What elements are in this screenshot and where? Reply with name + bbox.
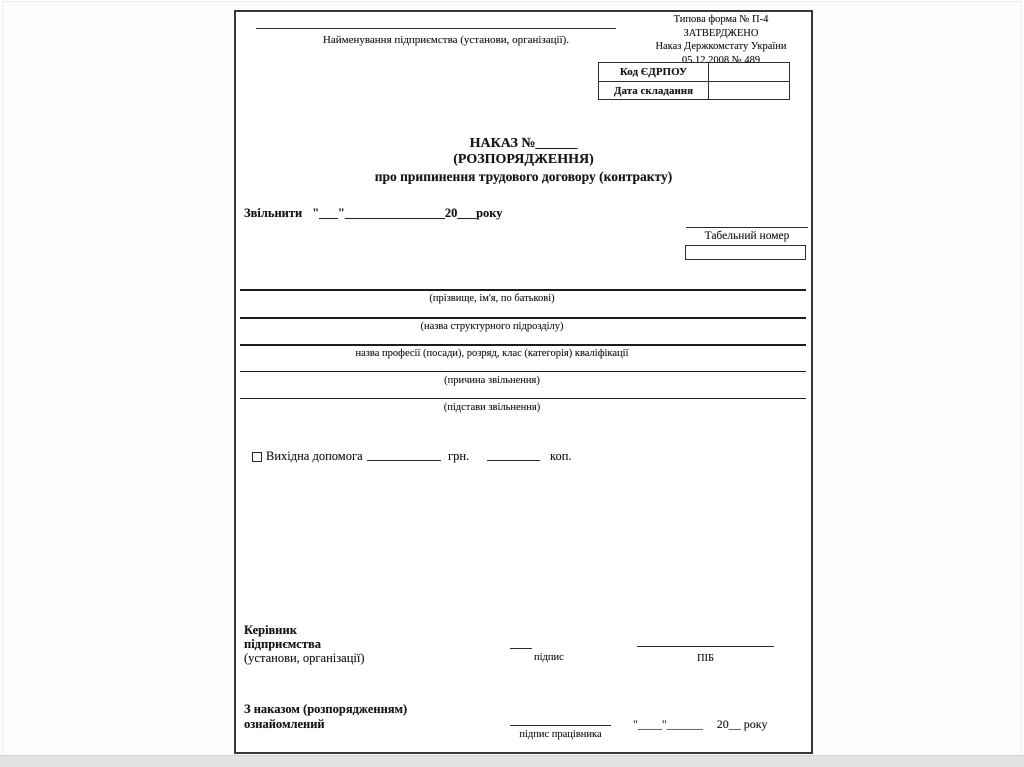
composition-date-value-cell xyxy=(709,82,789,99)
field-caption-name: (прізвище, ім'я, по батькові) xyxy=(429,293,555,304)
personnel-number-box xyxy=(685,245,806,260)
personnel-number-rule xyxy=(686,227,808,228)
company-name-blank-line xyxy=(256,28,616,29)
edrpou-value-cell xyxy=(709,63,789,81)
director-signature-line xyxy=(510,648,532,649)
dismiss-date-blank: "___"________________20___року xyxy=(312,206,503,220)
scanned-form-page xyxy=(234,10,813,754)
field-caption-reason: (причина звільнення) xyxy=(444,375,540,386)
field-line-name xyxy=(240,289,806,291)
approved-label: ЗАТВЕРДЖЕНО xyxy=(683,27,759,39)
director-signature-caption: підпис xyxy=(534,652,564,663)
field-line-profession xyxy=(240,344,806,346)
director-name-line xyxy=(637,646,774,647)
field-caption-department: (назва структурного підрозділу) xyxy=(420,321,564,332)
director-title-line2: підприємства xyxy=(244,637,321,651)
severance-checkbox xyxy=(252,452,262,462)
approval-date-label: 05.12.2008 № 489 xyxy=(681,54,761,66)
acknowledgement-date xyxy=(633,717,767,732)
personnel-number-label: Табельний номер xyxy=(704,230,790,242)
director-title-line3: (установи, організації) xyxy=(244,651,365,665)
employee-signature-line xyxy=(510,725,611,726)
composition-date-label: Дата складання xyxy=(599,82,709,99)
order-title-line2: (РОЗПОРЯДЖЕННЯ) xyxy=(453,152,594,167)
severance-currency-label: грн. xyxy=(448,449,470,463)
field-caption-grounds: (підстави звільнення) xyxy=(443,402,541,413)
employee-signature-caption: підпис працівника xyxy=(519,729,602,740)
order-title-line1: НАКАЗ №______ xyxy=(469,136,578,151)
approval-order-label: Наказ Держкомстату України xyxy=(655,41,787,52)
severance-amount-line xyxy=(367,460,441,461)
acknowledgement-line1: З наказом (розпорядженням) xyxy=(244,702,408,716)
order-title-line3: про припинення трудового договору (контракту) xyxy=(374,169,673,184)
severance-cents-label: коп. xyxy=(550,449,572,463)
acknowledgement-date-suffix: 20__ року xyxy=(716,717,768,731)
acknowledgement-date-blank: "____"______ xyxy=(633,717,703,731)
acknowledgement-block xyxy=(244,702,407,731)
director-name-caption: ПІБ xyxy=(696,653,715,664)
company-name-caption: Найменування підприємства (установи, організації). xyxy=(322,34,570,46)
edrpou-row xyxy=(599,63,789,81)
director-title-line1: Керівник xyxy=(244,623,297,637)
slide-bottom-strip xyxy=(0,755,1024,767)
dismiss-label: Звільнити xyxy=(244,206,303,220)
edrpou-label: Код ЄДРПОУ xyxy=(599,63,709,81)
form-type-label: Типова форма № П-4 xyxy=(673,14,769,25)
codes-table xyxy=(598,62,790,100)
severance-kopecks-line xyxy=(487,460,540,461)
director-title-block xyxy=(244,623,365,665)
field-line-reason xyxy=(240,371,806,372)
field-line-grounds xyxy=(240,398,806,399)
field-line-department xyxy=(240,317,806,319)
composition-date-row xyxy=(599,81,789,99)
severance-label: Вихідна допомога xyxy=(266,449,363,463)
dismiss-date-line xyxy=(244,206,503,221)
acknowledgement-line2: ознайомлений xyxy=(244,716,325,731)
field-caption-profession: назва професії (посади), розряд, клас (категорія) кваліфікації xyxy=(355,348,629,359)
form-approval-block xyxy=(646,13,796,67)
